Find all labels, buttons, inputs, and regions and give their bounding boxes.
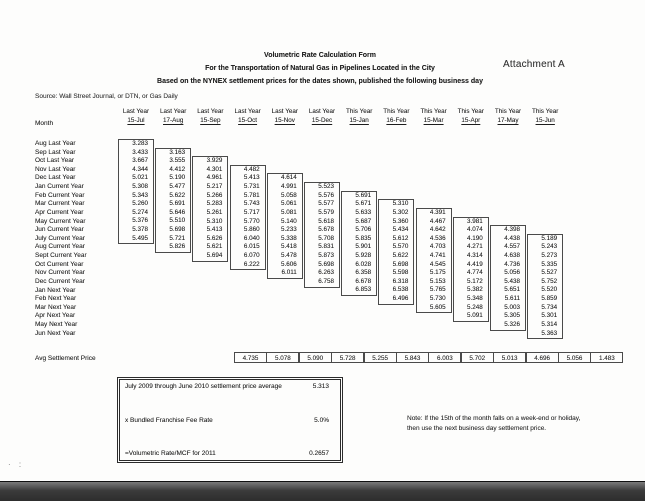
- price-cell: 5.860: [243, 226, 260, 234]
- bottom-edge-bar: [0, 481, 645, 501]
- month-label: July Current Year: [35, 234, 85, 242]
- avg-settlement-value: 5.255: [364, 352, 397, 363]
- source-line: Source: Wall Street Journal, or DTN, or Gas Daily: [35, 93, 178, 100]
- price-cell: 5.706: [355, 226, 372, 234]
- month-label: Dec Current Year: [35, 277, 85, 285]
- column-header-date: 15-Mar: [423, 116, 444, 124]
- month-column-header: Month: [35, 120, 54, 127]
- price-cell: 4.271: [467, 243, 483, 251]
- price-cell: 5.510: [169, 217, 186, 225]
- price-cell: 5.274: [132, 208, 148, 216]
- price-cell: 5.434: [392, 226, 409, 234]
- price-column-box: [416, 208, 452, 313]
- price-cell: 5.606: [281, 260, 297, 268]
- price-cell: 5.651: [504, 286, 520, 294]
- avg-settlement-value: 4.735: [234, 352, 267, 363]
- price-cell: 5.698: [392, 260, 409, 268]
- price-cell: 5.003: [504, 303, 520, 311]
- price-cell: 5.314: [541, 320, 558, 328]
- price-cell: 5.266: [206, 191, 223, 199]
- column-header-year: This Year: [346, 108, 373, 115]
- price-cell: 5.243: [541, 243, 558, 251]
- price-cell: 5.781: [243, 191, 260, 199]
- price-column-box: [378, 199, 414, 304]
- price-cell: 5.348: [467, 295, 483, 303]
- price-cell: 5.283: [206, 200, 223, 208]
- price-cell: 5.273: [541, 252, 558, 260]
- price-cell: 5.091: [467, 312, 483, 320]
- column-header-year: Last Year: [271, 108, 298, 115]
- month-label: Nov Last Year: [35, 165, 76, 173]
- price-column-box: [304, 182, 340, 287]
- price-cell: 5.310: [206, 217, 223, 225]
- month-label: Oct Current Year: [35, 260, 84, 268]
- scan-artifact-marks: · :: [8, 460, 25, 469]
- price-cell: 5.698: [318, 260, 334, 268]
- price-cell: 3.981: [467, 217, 483, 225]
- column-header-year: This Year: [383, 108, 410, 115]
- price-cell: 4.545: [429, 260, 446, 268]
- price-cell: 6.040: [243, 234, 260, 242]
- avg-settlement-label: Avg Settlement Price: [35, 355, 96, 362]
- column-header-date: 15-Jul: [127, 116, 145, 124]
- price-cell: 4.703: [429, 243, 446, 251]
- price-cell: 3.433: [132, 148, 148, 156]
- price-cell: 4.482: [243, 165, 260, 173]
- month-label: Apr Next Year: [35, 312, 76, 320]
- price-cell: 5.413: [243, 174, 260, 182]
- price-cell: 4.638: [504, 252, 520, 260]
- avg-settlement-value: 5.078: [266, 352, 299, 363]
- price-cell: 5.678: [318, 226, 334, 234]
- price-cell: 5.523: [318, 183, 334, 191]
- month-label: Feb Next Year: [35, 295, 77, 303]
- price-cell: 4.344: [132, 165, 148, 173]
- price-cell: 6.496: [392, 295, 409, 303]
- price-cell: 5.708: [318, 234, 334, 242]
- price-cell: 4.467: [429, 217, 446, 225]
- avg-settlement-value: 4.696: [526, 352, 559, 363]
- price-cell: 5.338: [281, 234, 297, 242]
- month-label: Nov Current Year: [35, 269, 85, 277]
- price-cell: 4.736: [504, 260, 520, 268]
- price-column-box: [490, 225, 526, 330]
- price-cell: 5.477: [169, 183, 186, 191]
- price-cell: 5.859: [541, 295, 558, 303]
- price-cell: 5.734: [541, 303, 558, 311]
- price-cell: 5.248: [467, 303, 483, 311]
- price-cell: 6.222: [243, 260, 260, 268]
- column-header-date: 15-Jun: [535, 116, 555, 124]
- calc-row-average: [125, 383, 335, 390]
- price-cell: 5.835: [355, 234, 372, 242]
- price-cell: 5.618: [318, 217, 334, 225]
- price-cell: 5.698: [169, 226, 186, 234]
- avg-settlement-value: 1.483: [590, 352, 623, 363]
- column-header-year: Last Year: [160, 108, 187, 115]
- price-cell: 5.646: [169, 208, 186, 216]
- price-cell: 5.605: [429, 303, 446, 311]
- calc-label: July 2009 through June 2010 settlement price average: [125, 383, 282, 390]
- column-header-date: 17-May: [497, 116, 519, 124]
- price-cell: 6.318: [392, 277, 409, 285]
- avg-settlement-value: 5.728: [331, 352, 364, 363]
- price-cell: 5.721: [169, 234, 186, 242]
- price-cell: 5.691: [169, 200, 186, 208]
- column-header-year: Last Year: [308, 108, 336, 115]
- price-cell: 5.360: [392, 217, 409, 225]
- column-header-date: 15-Oct: [238, 116, 258, 124]
- price-cell: 4.536: [429, 234, 446, 242]
- column-header-date: 17-Aug: [163, 116, 184, 124]
- price-cell: 4.741: [429, 252, 446, 259]
- price-cell: 5.335: [541, 260, 558, 268]
- avg-settlement-value: 5.013: [493, 352, 526, 363]
- month-label: Sept Current Year: [35, 252, 87, 260]
- price-cell: 5.826: [169, 243, 186, 251]
- price-column-box: [192, 156, 228, 261]
- month-label: Feb Current Year: [35, 191, 85, 199]
- month-label: May Next Year: [35, 321, 78, 329]
- month-label: Oct Last Year: [35, 157, 75, 165]
- price-cell: 5.308: [132, 183, 148, 191]
- price-cell: 4.557: [504, 243, 520, 251]
- price-cell: 5.691: [355, 191, 372, 199]
- price-cell: 5.021: [132, 174, 148, 182]
- price-cell: 5.611: [504, 295, 520, 303]
- column-header: [523, 108, 567, 125]
- price-cell: 5.598: [392, 269, 409, 277]
- price-cell: 5.577: [318, 200, 334, 208]
- price-cell: 4.314: [467, 252, 483, 260]
- column-header-year: This Year: [494, 108, 522, 115]
- price-cell: 5.438: [504, 277, 520, 285]
- price-cell: 4.961: [206, 174, 223, 182]
- month-label: Mar Current Year: [35, 200, 85, 208]
- price-cell: 5.694: [206, 251, 223, 259]
- price-cell: 3.283: [132, 140, 148, 147]
- month-label: Dec Last Year: [35, 174, 76, 182]
- note-line: then use the next business day settlement price.: [407, 425, 547, 432]
- price-cell: 5.928: [355, 251, 372, 259]
- price-cell: 4.642: [429, 226, 446, 234]
- calc-label: x Bundled Franchise Fee Rate: [125, 416, 213, 424]
- price-cell: 4.391: [429, 208, 446, 216]
- price-cell: 5.217: [206, 183, 223, 191]
- price-cell: 5.305: [504, 312, 520, 320]
- price-column-box: [453, 217, 489, 322]
- month-label: Apr Current Year: [35, 208, 84, 216]
- price-cell: 5.153: [429, 277, 446, 285]
- month-label: Jan Current Year: [35, 183, 84, 191]
- price-cell: 5.671: [355, 200, 372, 208]
- price-cell: 5.626: [206, 234, 223, 242]
- price-cell: 5.687: [355, 217, 372, 225]
- price-cell: 5.418: [281, 243, 297, 251]
- month-label: Aug Last Year: [35, 140, 76, 147]
- avg-settlement-value: 5.090: [299, 352, 332, 363]
- price-cell: 4.419: [467, 260, 483, 268]
- avg-settlement-value: 5.702: [461, 352, 494, 363]
- calc-label: =Volumetric Rate/MCF for 2011: [125, 450, 216, 457]
- column-header-date: 15-Jan: [349, 116, 369, 124]
- price-cell: 5.495: [132, 234, 148, 242]
- column-header-year: This Year: [532, 108, 559, 115]
- column-header-year: Last Year: [234, 108, 261, 115]
- price-cell: 5.061: [281, 200, 297, 208]
- price-cell: 5.873: [318, 251, 334, 259]
- price-cell: 5.717: [243, 208, 260, 216]
- calc-value: 5.0%: [314, 416, 329, 424]
- price-cell: 5.140: [281, 217, 297, 225]
- note-line: Note: If the 15th of the month falls on a week-end or holiday,: [407, 415, 581, 422]
- price-cell: 6.538: [392, 286, 409, 294]
- avg-settlement-value: 5.843: [396, 352, 429, 363]
- price-cell: 5.233: [281, 226, 297, 234]
- price-column-box: [527, 234, 563, 339]
- column-header-year: This Year: [457, 108, 484, 115]
- price-cell: 5.633: [355, 208, 372, 216]
- price-cell: 5.189: [541, 234, 558, 242]
- calc-row-franchise-fee: [125, 417, 335, 424]
- calc-value: 0.2657: [309, 450, 329, 457]
- price-cell: 5.730: [429, 295, 446, 303]
- price-cell: 5.621: [206, 243, 223, 251]
- price-cell: 5.520: [541, 286, 558, 294]
- calc-value: 5.313: [312, 383, 329, 390]
- price-cell: 4.301: [206, 165, 223, 173]
- price-cell: 6.678: [355, 277, 372, 285]
- price-cell: 5.570: [392, 243, 409, 251]
- price-column-box: [230, 165, 266, 270]
- price-cell: 5.576: [318, 191, 334, 199]
- month-label: Aug Current Year: [35, 243, 85, 251]
- price-cell: 4.991: [281, 183, 297, 191]
- price-cell: 5.081: [281, 208, 297, 216]
- month-label: Jun Current Year: [35, 226, 84, 234]
- price-cell: 5.382: [467, 286, 483, 294]
- price-cell: 4.412: [169, 165, 186, 173]
- column-header-date: 16-Feb: [386, 116, 407, 124]
- month-label: Jan Next Year: [35, 286, 76, 294]
- price-cell: 5.527: [541, 269, 558, 277]
- price-cell: 4.774: [467, 269, 483, 277]
- price-cell: 3.555: [169, 157, 186, 165]
- column-header-date: 15-Dec: [311, 116, 333, 124]
- price-column-box: [155, 148, 191, 253]
- price-cell: 5.260: [132, 200, 148, 208]
- price-cell: 6.263: [318, 269, 334, 277]
- weekend-note: [407, 414, 580, 434]
- price-cell: 4.438: [504, 234, 520, 242]
- column-header-date: 15-Nov: [274, 116, 295, 124]
- column-header-date: 15-Apr: [461, 116, 481, 124]
- price-cell: 5.175: [429, 269, 446, 277]
- calculation-box: [117, 377, 343, 463]
- form-title: Volumetric Rate Calculation Form: [264, 52, 376, 59]
- price-cell: 3.163: [169, 148, 186, 156]
- price-cell: 5.376: [132, 217, 148, 225]
- avg-settlement-value: 5.056: [558, 352, 591, 363]
- form-subtitle-2: Based on the NYNEX settlement prices for the dates shown, published the following business day: [157, 78, 483, 85]
- avg-settlement-value: 6.003: [428, 352, 461, 363]
- price-cell: 5.326: [504, 320, 520, 328]
- price-cell: 5.831: [318, 243, 334, 251]
- price-cell: 5.190: [169, 174, 186, 182]
- price-cell: 5.770: [243, 217, 260, 225]
- column-header-year: Last Year: [122, 108, 150, 115]
- price-cell: 5.413: [206, 226, 223, 234]
- price-cell: 5.765: [429, 286, 446, 294]
- price-cell: 5.058: [281, 191, 297, 199]
- price-cell: 4.398: [504, 226, 520, 234]
- price-cell: 6.358: [355, 269, 372, 277]
- price-column-box: [341, 191, 377, 296]
- price-cell: 3.667: [132, 157, 148, 165]
- price-cell: 5.478: [281, 251, 297, 259]
- form-subtitle: For the Transportation of Natural Gas in Pipelines Located in the City: [205, 65, 435, 72]
- month-label: Sep Last Year: [35, 148, 76, 156]
- calc-row-volumetric-rate: [125, 450, 335, 457]
- price-cell: 5.731: [243, 183, 260, 191]
- price-cell: 4.190: [467, 234, 483, 242]
- price-cell: 5.363: [541, 329, 558, 337]
- price-cell: 5.612: [392, 234, 409, 242]
- price-cell: 6.758: [318, 277, 334, 285]
- price-column-box: [118, 139, 154, 244]
- price-cell: 5.743: [243, 200, 260, 208]
- price-cell: 5.056: [504, 269, 520, 277]
- column-header-date: 15-Sep: [200, 116, 221, 124]
- price-cell: 5.622: [169, 191, 186, 199]
- attachment-label: Attachment A: [503, 59, 565, 70]
- price-cell: 5.301: [541, 312, 558, 320]
- column-header-year: This Year: [420, 108, 447, 115]
- price-cell: 5.310: [392, 200, 409, 208]
- price-cell: 6.070: [243, 251, 260, 259]
- price-cell: 6.853: [355, 286, 372, 294]
- price-cell: 3.929: [206, 157, 223, 165]
- price-cell: 6.011: [281, 269, 297, 277]
- price-cell: 5.579: [318, 208, 334, 216]
- price-cell: 5.261: [206, 208, 223, 216]
- price-cell: 6.028: [355, 260, 372, 268]
- price-cell: 5.343: [132, 191, 148, 199]
- column-header-year: Last Year: [197, 108, 224, 115]
- price-cell: 5.378: [132, 226, 148, 234]
- month-label: Mar Next Year: [35, 303, 77, 311]
- title-block: [100, 49, 540, 88]
- price-cell: 4.614: [281, 174, 297, 182]
- month-label: Jun Next Year: [35, 329, 76, 337]
- month-label: May Current Year: [35, 217, 86, 225]
- price-cell: 4.074: [467, 226, 483, 234]
- price-cell: 5.302: [392, 208, 409, 216]
- price-cell: 5.622: [392, 251, 409, 259]
- price-column-box: [267, 173, 303, 278]
- price-cell: 6.015: [243, 243, 260, 251]
- price-cell: 5.752: [541, 277, 558, 285]
- price-cell: 5.901: [355, 243, 372, 251]
- price-cell: 5.172: [467, 277, 483, 285]
